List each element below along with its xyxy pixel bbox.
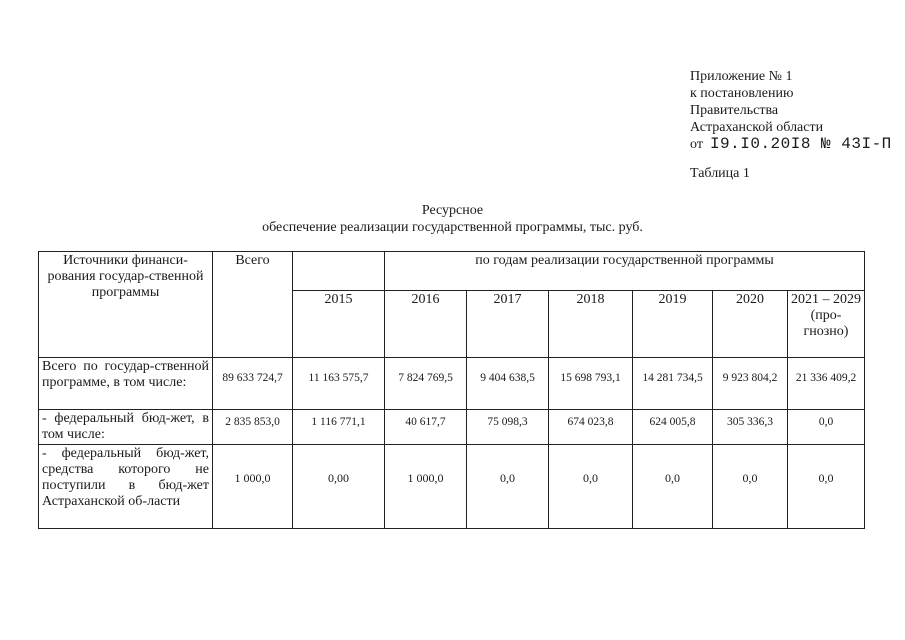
row-value: 624 005,8 xyxy=(633,410,713,445)
table-label: Таблица 1 xyxy=(690,166,750,181)
row-value: 0,00 xyxy=(293,445,385,529)
row-value: 11 163 575,7 xyxy=(293,358,385,410)
appendix-line: Правительства xyxy=(690,103,779,118)
header-year: 2021 – 2029 (про-гнозно) xyxy=(788,291,865,358)
row-value: 40 617,7 xyxy=(385,410,467,445)
row-value: 15 698 793,1 xyxy=(549,358,633,410)
header-year: 2015 xyxy=(293,291,385,358)
row-value: 0,0 xyxy=(713,445,788,529)
row-value: 0,0 xyxy=(467,445,549,529)
row-value: 0,0 xyxy=(788,410,865,445)
row-value: 9 923 804,2 xyxy=(713,358,788,410)
header-year: 2018 xyxy=(549,291,633,358)
title-line-1: Ресурсное xyxy=(421,203,484,218)
appendix-line: Приложение № 1 xyxy=(690,69,793,84)
header-year: 2019 xyxy=(633,291,713,358)
row-value: 9 404 638,5 xyxy=(467,358,549,410)
row-value: 21 336 409,2 xyxy=(788,358,865,410)
row-value: 14 281 734,5 xyxy=(633,358,713,410)
row-value: 305 336,3 xyxy=(713,410,788,445)
table-row xyxy=(39,445,865,529)
header-total: Всего xyxy=(213,252,293,358)
header-year: 2020 xyxy=(713,291,788,358)
row-total: 1 000,0 xyxy=(213,445,293,529)
appendix-block xyxy=(690,68,892,153)
title-line-2: обеспечение реализации государственной программы, тыс. руб. xyxy=(262,220,643,235)
row-total: 89 633 724,7 xyxy=(213,358,293,410)
row-value: 1 116 771,1 xyxy=(293,410,385,445)
row-source: Всего по государ-ственной программе, в том числе: xyxy=(39,358,213,410)
row-source: - федеральный бюд-жет, в том числе: xyxy=(39,410,213,445)
header-source: Источники финанси-рования государ-ственной программы xyxy=(39,252,213,358)
appendix-date-line xyxy=(690,136,892,153)
document-title xyxy=(0,202,905,236)
row-value: 1 000,0 xyxy=(385,445,467,529)
row-value: 7 824 769,5 xyxy=(385,358,467,410)
row-total: 2 835 853,0 xyxy=(213,410,293,445)
row-value: 0,0 xyxy=(788,445,865,529)
appendix-line: Астраханской области xyxy=(690,120,824,135)
header-year: 2016 xyxy=(385,291,467,358)
date-number-stamp: I9.I0.20I8 № 43I-П xyxy=(709,135,892,153)
row-source: - федеральный бюд-жет, средства которого не поступили в бюд-жет Астраханской об-ласти xyxy=(39,445,213,529)
row-value: 0,0 xyxy=(549,445,633,529)
appendix-line: к постановлению xyxy=(690,86,794,101)
row-value: 674 023,8 xyxy=(549,410,633,445)
header-years-group: по годам реализации государственной программы xyxy=(385,252,865,291)
header-year: 2017 xyxy=(467,291,549,358)
table-row xyxy=(39,358,865,410)
resource-table xyxy=(38,251,865,529)
header-blank xyxy=(293,252,385,291)
table-row xyxy=(39,410,865,445)
date-prefix: от xyxy=(690,137,703,152)
row-value: 0,0 xyxy=(633,445,713,529)
row-value: 75 098,3 xyxy=(467,410,549,445)
